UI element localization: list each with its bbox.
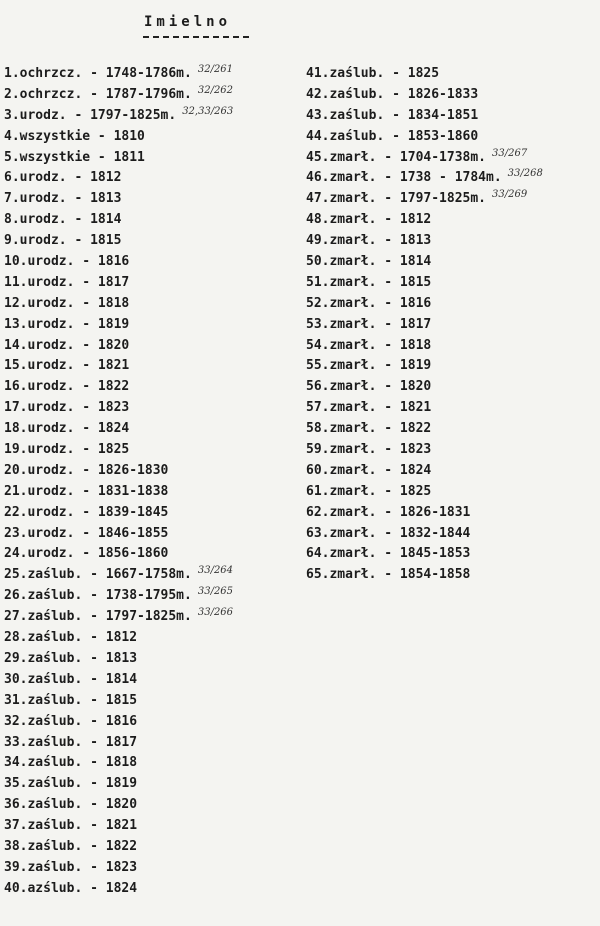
page-title: Imielno: [144, 14, 232, 30]
list-item: [4, 356, 233, 377]
handwritten-note: 33/264: [197, 565, 234, 577]
entry-text: 11.urodz. - 1817: [4, 274, 130, 290]
entry-text: 31.zaślub. - 1815: [4, 692, 138, 708]
entry-text: 2.ochrzcz. - 1787-1796m.: [4, 86, 192, 102]
entry-text: 53.zmarł. - 1817: [306, 316, 432, 332]
handwritten-note: 32,33/263: [182, 105, 234, 117]
list-item: [4, 85, 233, 106]
entry-text: 30.zaślub. - 1814: [4, 671, 138, 687]
list-item: [4, 670, 233, 691]
list-item: [4, 419, 233, 440]
entry-text: 28.zaślub. - 1812: [4, 630, 138, 646]
entry-text: 32.zaślub. - 1816: [4, 713, 138, 729]
list-item: [4, 315, 233, 336]
handwritten-note: 33/266: [197, 607, 234, 619]
list-item: [306, 294, 543, 315]
handwritten-note: 33/267: [492, 147, 528, 159]
entry-text: 5.wszystkie - 1811: [4, 149, 145, 165]
right-column-list: [306, 64, 543, 586]
list-item: [4, 858, 233, 879]
list-item: [306, 336, 543, 357]
entry-text: 56.zmarł. - 1820: [306, 379, 432, 395]
entry-text: 24.urodz. - 1856-1860: [4, 546, 169, 562]
entry-text: 20.urodz. - 1826-1830: [4, 462, 169, 478]
entry-text: 64.zmarł. - 1845-1853: [306, 546, 471, 562]
list-item: [306, 356, 543, 377]
entry-text: 15.urodz. - 1821: [4, 358, 130, 374]
entry-text: 9.urodz. - 1815: [4, 233, 122, 249]
entry-text: 61.zmarł. - 1825: [306, 483, 432, 499]
list-item: [306, 440, 543, 461]
entry-text: 23.urodz. - 1846-1855: [4, 525, 169, 541]
entry-text: 21.urodz. - 1831-1838: [4, 483, 169, 499]
handwritten-note: 32/261: [197, 64, 234, 75]
entry-text: 14.urodz. - 1820: [4, 337, 130, 353]
list-item: [4, 168, 233, 189]
entry-text: 57.zmarł. - 1821: [306, 400, 432, 416]
entry-text: 50.zmarł. - 1814: [306, 254, 432, 270]
list-item: [4, 461, 233, 482]
entry-text: 35.zaślub. - 1819: [4, 776, 138, 792]
entry-text: 34.zaślub. - 1818: [4, 755, 138, 771]
entry-text: 55.zmarł. - 1819: [306, 358, 432, 374]
list-item: [4, 482, 233, 503]
list-item: [306, 85, 543, 106]
entry-text: 1.ochrzcz. - 1748-1786m.: [4, 66, 192, 81]
list-item: [4, 649, 233, 670]
entry-text: 4.wszystkie - 1810: [4, 128, 145, 144]
list-item: [4, 127, 233, 148]
list-item: [4, 628, 233, 649]
list-item: [306, 127, 543, 148]
handwritten-note: 33/265: [197, 586, 234, 598]
entry-text: 33.zaślub. - 1817: [4, 734, 138, 750]
entry-text: 63.zmarł. - 1832-1844: [306, 525, 471, 541]
entry-text: 41.zaślub. - 1825: [306, 66, 440, 81]
list-item: [306, 315, 543, 336]
list-item: [4, 377, 233, 398]
entry-text: 26.zaślub. - 1738-1795m.: [4, 588, 192, 604]
entry-text: 51.zmarł. - 1815: [306, 274, 432, 290]
entry-text: 38.zaślub. - 1822: [4, 838, 138, 854]
entry-text: 17.urodz. - 1823: [4, 400, 130, 416]
entry-text: 18.urodz. - 1824: [4, 421, 130, 437]
list-item: [306, 148, 543, 169]
list-item: [306, 544, 543, 565]
entry-text: 43.zaślub. - 1834-1851: [306, 107, 479, 123]
list-item: [4, 544, 233, 565]
list-item: [4, 837, 233, 858]
entry-text: 8.urodz. - 1814: [4, 212, 122, 228]
list-item: [4, 524, 233, 545]
list-item: [4, 294, 233, 315]
entry-text: 16.urodz. - 1822: [4, 379, 130, 395]
entry-text: 59.zmarł. - 1823: [306, 442, 432, 458]
list-item: [4, 64, 233, 85]
list-item: [306, 461, 543, 482]
entry-text: 37.zaślub. - 1821: [4, 818, 138, 834]
entry-text: 52.zmarł. - 1816: [306, 295, 432, 311]
list-item: [4, 774, 233, 795]
list-item: [4, 565, 233, 586]
list-item: [306, 398, 543, 419]
left-column-list: [4, 64, 233, 900]
entry-text: 49.zmarł. - 1813: [306, 233, 432, 249]
entry-text: 45.zmarł. - 1704-1738m.: [306, 149, 487, 165]
list-item: [306, 482, 543, 503]
entry-text: 42.zaślub. - 1826-1833: [306, 86, 479, 102]
list-item: [306, 524, 543, 545]
list-item: [4, 440, 233, 461]
entry-text: 12.urodz. - 1818: [4, 295, 130, 311]
list-item: [306, 106, 543, 127]
entry-text: 47.zmarł. - 1797-1825m.: [306, 191, 487, 207]
handwritten-note: 33/268: [507, 168, 543, 180]
title-underline: [143, 36, 249, 38]
entry-text: 25.zaślub. - 1667-1758m.: [4, 567, 192, 583]
list-item: [306, 252, 543, 273]
list-item: [4, 210, 233, 231]
list-item: [306, 377, 543, 398]
entry-text: 3.urodz. - 1797-1825m.: [4, 107, 177, 123]
list-item: [4, 106, 233, 127]
entry-text: 60.zmarł. - 1824: [306, 462, 432, 478]
entry-text: 19.urodz. - 1825: [4, 442, 130, 458]
list-item: [4, 231, 233, 252]
list-item: [4, 503, 233, 524]
entry-text: 48.zmarł. - 1812: [306, 212, 432, 228]
entry-text: 27.zaślub. - 1797-1825m.: [4, 609, 192, 625]
list-item: [4, 189, 233, 210]
list-item: [306, 419, 543, 440]
entry-text: 54.zmarł. - 1818: [306, 337, 432, 353]
list-item: [306, 565, 543, 586]
entry-text: 40.azślub. - 1824: [4, 880, 138, 896]
entry-text: 6.urodz. - 1812: [4, 170, 122, 186]
list-item: [306, 503, 543, 524]
list-item: [306, 273, 543, 294]
entry-text: 22.urodz. - 1839-1845: [4, 504, 169, 520]
entry-text: 44.zaślub. - 1853-1860: [306, 128, 479, 144]
list-item: [306, 210, 543, 231]
list-item: [4, 753, 233, 774]
entry-text: 10.urodz. - 1816: [4, 254, 130, 270]
list-item: [4, 691, 233, 712]
list-item: [4, 336, 233, 357]
list-item: [4, 795, 233, 816]
list-item: [4, 879, 233, 900]
list-item: [4, 586, 233, 607]
list-item: [306, 231, 543, 252]
handwritten-note: 33/269: [492, 189, 528, 201]
list-item: [306, 64, 543, 85]
entry-text: 7.urodz. - 1813: [4, 191, 122, 207]
entry-text: 29.zaślub. - 1813: [4, 650, 138, 666]
entry-text: 13.urodz. - 1819: [4, 316, 130, 332]
list-item: [4, 398, 233, 419]
entry-text: 62.zmarł. - 1826-1831: [306, 504, 471, 520]
entry-text: 39.zaślub. - 1823: [4, 859, 138, 875]
list-item: [4, 607, 233, 628]
list-item: [4, 148, 233, 169]
list-item: [306, 189, 543, 210]
list-item: [4, 252, 233, 273]
entry-text: 46.zmarł. - 1738 - 1784m.: [306, 170, 502, 186]
handwritten-note: 32/262: [197, 84, 234, 96]
list-item: [4, 712, 233, 733]
entry-text: 58.zmarł. - 1822: [306, 421, 432, 437]
list-item: [4, 733, 233, 754]
list-item: [306, 168, 543, 189]
entry-text: 65.zmarł. - 1854-1858: [306, 567, 471, 583]
list-item: [4, 273, 233, 294]
list-item: [4, 816, 233, 837]
entry-text: 36.zaślub. - 1820: [4, 797, 138, 813]
